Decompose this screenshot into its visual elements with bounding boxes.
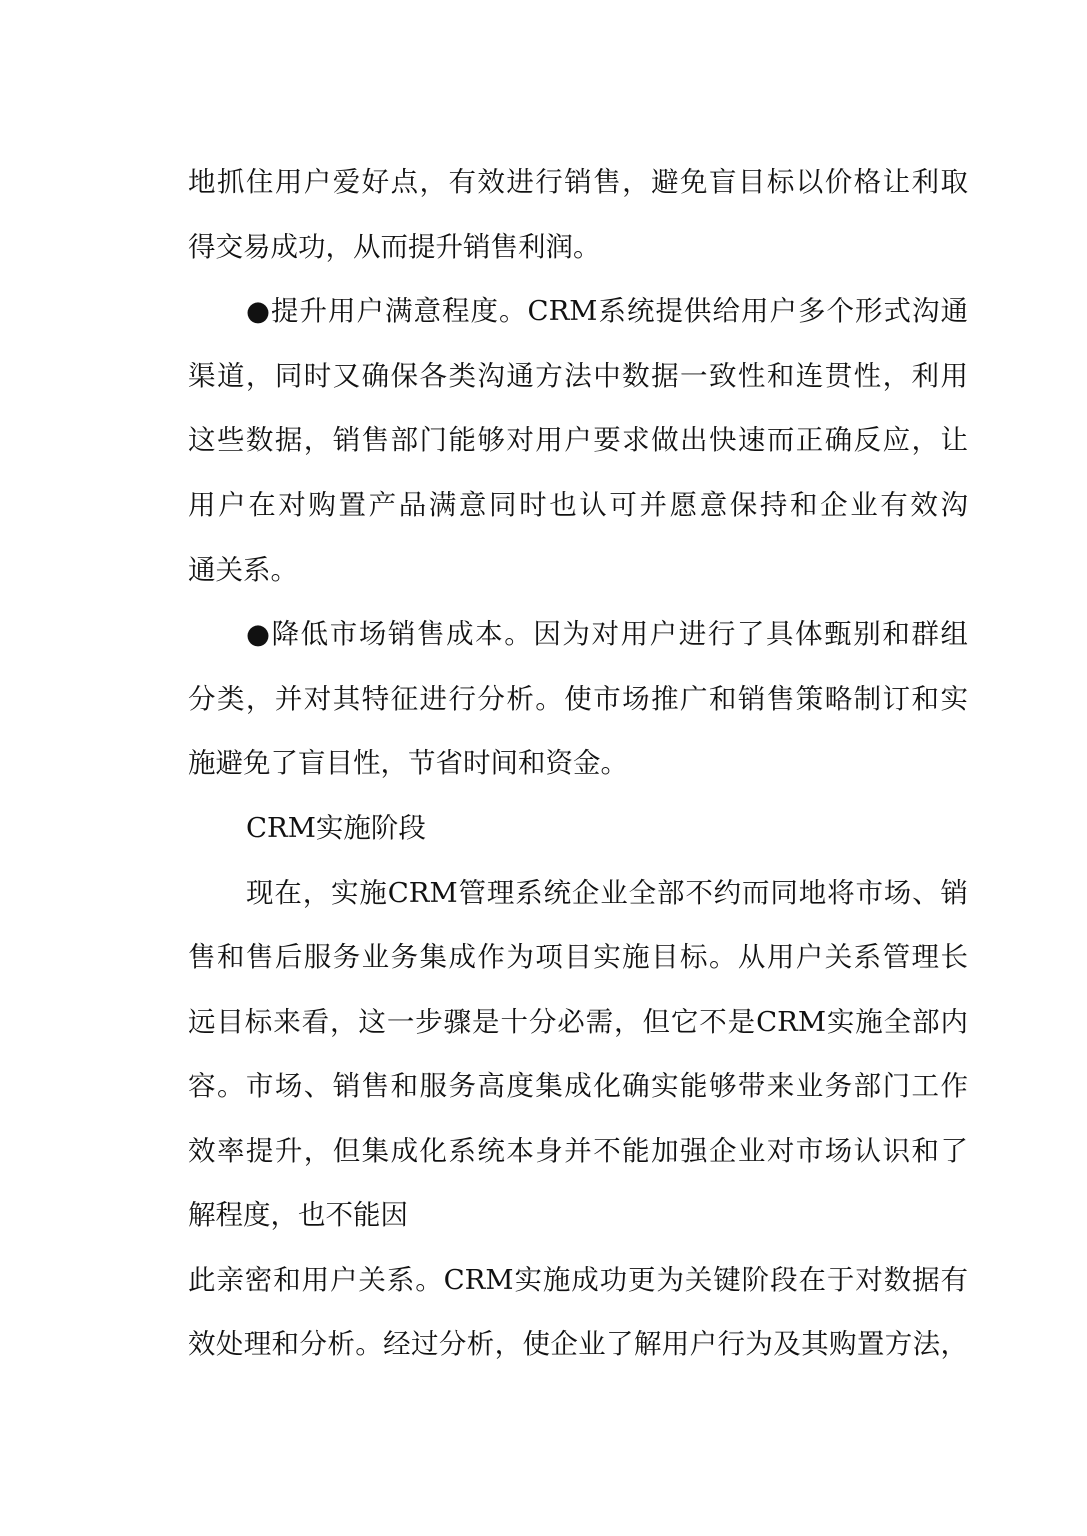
text-line: 这些数据，销售部门能够对用户要求做出快速而正确反应，让 <box>188 424 968 456</box>
text-line: 效处理和分析。经过分析，使企业了解用户行为及其购置方法， <box>188 1328 968 1360</box>
text-line: 解程度，也不能因 <box>188 1199 408 1231</box>
paragraph-start: 现在，实施CRM管理系统企业全部不约而同地将市场、销 <box>246 877 968 909</box>
text-line: 此亲密和用户关系。CRM实施成功更为关键阶段在于对数据有 <box>188 1264 968 1296</box>
text-line: 用户在对购置产品满意同时也认可并愿意保持和企业有效沟 <box>188 489 968 521</box>
text-line: 分类，并对其特征进行分析。使市场推广和销售策略制订和实 <box>188 683 968 715</box>
text-line: 远目标来看，这一步骤是十分必需，但它不是CRM实施全部内 <box>188 1006 968 1038</box>
text-line: 容。市场、销售和服务高度集成化确实能够带来业务部门工作 <box>188 1070 968 1102</box>
text-line: 得交易成功，从而提升销售利润。 <box>188 231 601 263</box>
text-line: 施避免了盲目性，节省时间和资金。 <box>188 747 628 779</box>
section-heading: CRM实施阶段 <box>246 812 426 844</box>
text-line: 效率提升，但集成化系统本身并不能加强企业对市场认识和了 <box>188 1135 968 1167</box>
text-line: 渠道，同时又确保各类沟通方法中数据一致性和连贯性，利用 <box>188 360 968 392</box>
text-line: 通关系。 <box>188 554 298 586</box>
text-line: 售和售后服务业务集成作为项目实施目标。从用户关系管理长 <box>188 941 968 973</box>
text-line: 地抓住用户爱好点，有效进行销售，避免盲目标以价格让利取 <box>188 166 968 198</box>
bullet-paragraph-start: ●提升用户满意程度。CRM系统提供给用户多个形式沟通 <box>246 295 968 327</box>
bullet-paragraph-start: ●降低市场销售成本。因为对用户进行了具体甄别和群组 <box>246 618 968 650</box>
